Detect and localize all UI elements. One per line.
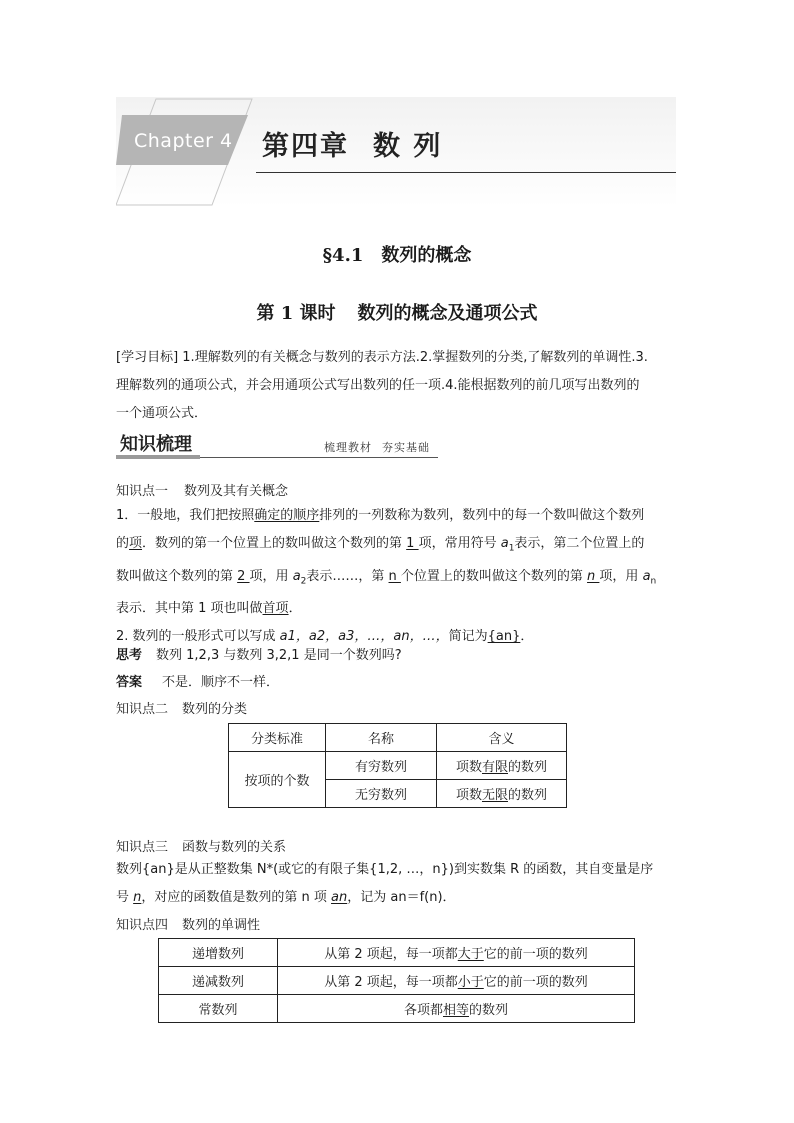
knowledge-point-4-heading [116, 914, 260, 933]
table-row [159, 939, 635, 967]
think-label: 思考 [116, 648, 143, 663]
table-header-cell: 含义 [437, 724, 567, 752]
knowledge-review-header [116, 428, 438, 460]
kp3-label: 知识点三 [116, 840, 169, 855]
objectives-line-1: 1.理解数列的有关概念与数列的表示方法.2.掌握数列的分类,了解数列的单调性.3. [178, 350, 648, 365]
think-question [116, 644, 402, 663]
kp1-label: 知识点一 [116, 484, 169, 499]
chapter-title-name: 数 列 [373, 131, 443, 162]
table-header-cell: 名称 [326, 724, 437, 752]
knowledge-point-3-heading [116, 836, 286, 855]
lesson-name: 数列的概念及通项公式 [357, 303, 538, 324]
table-cell: 各项都相等的数列 [278, 995, 635, 1023]
kp1-title: 数列及其有关概念 [184, 484, 289, 499]
knowledge-review-title: 知识梳理 [120, 434, 192, 455]
table-group-cell: 按项的个数 [229, 752, 326, 808]
knowledge-review-subtitle [324, 439, 430, 455]
kp1-line-2: 的项．数列的第一个位置上的数叫做这个数列的第 1 项，常用符号 $a_1$表示，第二个位置上的 [116, 536, 645, 554]
table-cell: 从第 2 项起，每一项都大于它的前一项的数列 [278, 939, 635, 967]
chapter-title [262, 124, 442, 163]
table-row [229, 752, 567, 780]
answer-text: 不是．顺序不一样． [162, 675, 280, 690]
kp1-line-5: 2. 数列的一般形式可以写成 a1，a2，a3，…，an，…，简记为{an}． [116, 629, 534, 645]
kp3-line-2: 号 n，对应的函数值是数列的第 n 项 an，记为 an＝f(n)． [116, 890, 456, 905]
chapter-label: Chapter 4 [134, 130, 233, 152]
kp3-title: 函数与数列的关系 [182, 840, 287, 855]
kp1-line-3: 数叫做这个数列的第 2 项，用 $a_2$表示……，第 n 个位置上的数叫做这个数列的第 n 项，用 $a_n$ [116, 568, 657, 587]
subtitle-part-a: 梳理教材 [324, 441, 372, 454]
lesson-title [0, 299, 794, 325]
section-title [0, 241, 794, 267]
chapter-banner [116, 97, 676, 207]
table-header-row [229, 724, 567, 752]
objectives-tag: [学习目标] [116, 350, 179, 365]
objectives-line-2: 理解数列的通项公式，并会用通项公式写出数列的任一项.4.能根据数列的前几项写出数列的 [116, 378, 640, 393]
table-cell: 无穷数列 [326, 780, 437, 808]
table-cell: 有穷数列 [326, 752, 437, 780]
table-row [159, 967, 635, 995]
subtitle-part-b: 夯实基础 [382, 441, 430, 454]
kp2-title: 数列的分类 [182, 702, 248, 717]
table-cell: 递增数列 [159, 939, 278, 967]
classification-table [228, 723, 567, 808]
kp3-body [116, 856, 682, 912]
kp1-body [116, 502, 682, 651]
kp1-line-1: 1．一般地，我们把按照确定的顺序排列的一列数称为数列，数列中的每一个数叫做这个数列 [116, 508, 645, 523]
knowledge-point-2-heading [116, 698, 247, 717]
knowledge-review-underbar [116, 455, 200, 459]
table-cell: 项数有限的数列 [437, 752, 567, 780]
knowledge-review-line [200, 457, 438, 458]
table-cell: 项数无限的数列 [437, 780, 567, 808]
chapter-rule [256, 172, 676, 173]
kp4-title: 数列的单调性 [182, 918, 261, 933]
chapter-title-number: 第四章 [262, 131, 349, 162]
think-text: 数列 1,2,3 与数列 3,2,1 是同一个数列吗? [156, 648, 402, 663]
monotonicity-table [158, 938, 635, 1023]
answer [116, 671, 279, 690]
kp3-line-1: 数列{an}是从正整数集 N*(或它的有限子集{1,2, …，n})到实数集 R 的函数，其自变量是序 [116, 862, 654, 877]
learning-objectives [116, 344, 682, 428]
section-number: §4.1 [322, 245, 364, 266]
knowledge-point-1-heading [116, 480, 288, 499]
kp4-label: 知识点四 [116, 918, 169, 933]
table-row [159, 995, 635, 1023]
table-cell: 从第 2 项起，每一项都小于它的前一项的数列 [278, 967, 635, 995]
objectives-line-3: 一个通项公式． [116, 406, 208, 421]
table-cell: 递减数列 [159, 967, 278, 995]
lesson-number: 第 1 课时 [256, 303, 336, 324]
answer-label: 答案 [116, 675, 143, 690]
kp2-label: 知识点二 [116, 702, 169, 717]
kp1-line-4: 表示．其中第 1 项也叫做首项． [116, 601, 302, 617]
section-name: 数列的概念 [381, 245, 472, 266]
table-header-cell: 分类标准 [229, 724, 326, 752]
table-cell: 常数列 [159, 995, 278, 1023]
